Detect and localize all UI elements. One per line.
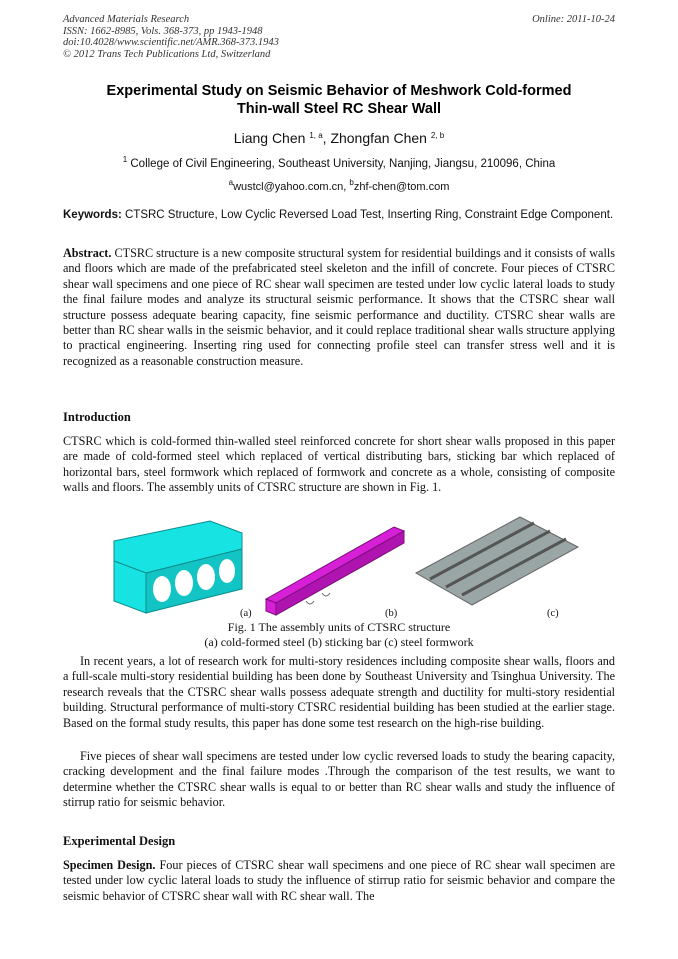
keywords <box>63 208 615 223</box>
author-emails <box>63 178 615 193</box>
online-date: Online: 2011-10-24 <box>532 14 615 25</box>
intro-paragraph-3: Five pieces of shear wall specimens are tested under low cyclic reversed loads to study the bearing capacity, cracking development and the final failure modes .Through the comparison of the test results, we want to determine whether the CTSRC shear walls is equal to or better than RC shear walls and study the influence of stirrup ratio for seismic behavior. <box>63 749 615 810</box>
steel-formwork-image <box>416 517 578 605</box>
affiliation <box>63 155 615 170</box>
author-superscript: 2, b <box>430 131 445 140</box>
cold-formed-steel-image <box>114 521 242 613</box>
subfigure-label-a: (a) <box>240 608 252 619</box>
title-line-1: Experimental Study on Seismic Behavior of Meshwork Cold-formed <box>106 83 572 99</box>
intro-paragraph-1: CTSRC which is cold-formed thin-walled steel reinforced concrete for short shear walls proposed in this paper are made of cold-formed steel which replaced of vertical distributing bars, sticking bar which replaced of horizontal bars, steel formwork which replaced of formwork and concrete as a whole, consisting of composite walls and floors. The assembly units of CTSRC structure are shown in Fig. 1. <box>63 434 615 495</box>
figure-1-caption <box>63 620 615 650</box>
journal-header <box>63 14 615 60</box>
figure-1-illustration <box>110 513 580 621</box>
email-superscript: b <box>349 178 354 187</box>
email-a[interactable]: wustcl@yahoo.com.cn, <box>233 181 350 193</box>
subfigure-label-b: (b) <box>385 608 398 619</box>
abstract-label: Abstract. <box>63 246 112 260</box>
keywords-label: Keywords: <box>63 209 122 221</box>
journal-name: Advanced Materials Research <box>63 14 190 25</box>
affiliation-superscript: 1 <box>122 155 128 164</box>
affiliation-text: College of Civil Engineering, Southeast University, Nanjing, Jiangsu, 210096, China <box>130 158 556 170</box>
author-name: Liang Chen <box>233 130 306 146</box>
bar-hook <box>322 593 330 596</box>
author-separator: , <box>322 130 331 146</box>
specimen-design-text: Four pieces of CTSRC shear wall specimens and one piece of RC shear wall specimen are tested under low cyclic lateral loads to study the influence of stirrup ratio for seismic behavior and compare the seismic behavior of CTSRC shear wall with RC shear wall. The <box>63 858 615 903</box>
issn-line: ISSN: 1662-8985, Vols. 368-373, pp 1943-1948 <box>63 25 263 37</box>
specimen-design-paragraph <box>63 858 615 904</box>
steel-hole <box>175 570 193 596</box>
steel-hole <box>197 564 215 590</box>
doi-line[interactable]: doi:10.4028/www.scientific.net/AMR.368-373.1943 <box>63 37 279 48</box>
author-name: Zhongfan Chen <box>330 130 427 146</box>
section-heading-introduction: Introduction <box>63 410 131 424</box>
sticking-bar-image <box>266 527 404 615</box>
abstract-text: CTSRC structure is a new composite structural system for residential buildings and it consists of walls and floors which are made of the prefabricated steel skeleton and the infill of concrete. Four pieces of CTSRC shear wall specimens and one piece of RC shear wall specimen are tested under low cyclic lateral loads to study the final failure modes and analyze its structural seismic performance. It shows that the CTSRC shear wall structure possess adequate bearing capacity, fine seismic performance and ductility. CTSRC shear walls are better than RC shear walls in the seismic behavior, and it could replace traditional shear walls structure applying to practical engineering. Inserting ring used for connecting profile steel can transfer stress well and it is recognized as a reasonable construction measure. <box>63 246 615 368</box>
email-b[interactable]: zhf-chen@tom.com <box>353 181 450 193</box>
author-list <box>63 130 615 146</box>
steel-hole <box>219 559 235 583</box>
intro-paragraph-2: In recent years, a lot of research work for multi-story residences including composite shear walls, floors and a full-scale multi-story residential building has been done by Southeast University and Tsinghua University. The research reveals that the CTSRC shear walls possess adequate strength and ductility for multi-story residential building. Structural performance of multi-story CTSRC residential building has been studied at the earlier stage. Based on the formal study results, this paper has done some test research on the high-rise building. <box>63 654 615 730</box>
specimen-design-label: Specimen Design. <box>63 858 156 872</box>
bar-top-face <box>266 527 404 603</box>
keywords-text: CTSRC Structure, Low Cyclic Reversed Load Test, Inserting Ring, Constraint Edge Component. <box>121 209 614 221</box>
bar-hook <box>306 601 314 604</box>
bar-front-face <box>276 531 404 615</box>
caption-line-1: Fig. 1 The assembly units of CTSRC structure <box>227 620 451 634</box>
paper-title <box>63 82 615 118</box>
subfigure-label-c: (c) <box>547 608 559 619</box>
author-superscript: 1, a <box>309 131 323 140</box>
steel-hole <box>153 576 171 602</box>
caption-line-2: (a) cold-formed steel (b) sticking bar (c) steel formwork <box>204 635 474 649</box>
title-line-2: Thin-wall Steel RC Shear Wall <box>236 101 442 117</box>
figure-1 <box>110 513 580 621</box>
section-heading-experimental-design: Experimental Design <box>63 834 176 848</box>
email-superscript: a <box>228 178 234 187</box>
copyright-line: © 2012 Trans Tech Publications Ltd, Switzerland <box>63 48 271 60</box>
abstract <box>63 246 615 369</box>
